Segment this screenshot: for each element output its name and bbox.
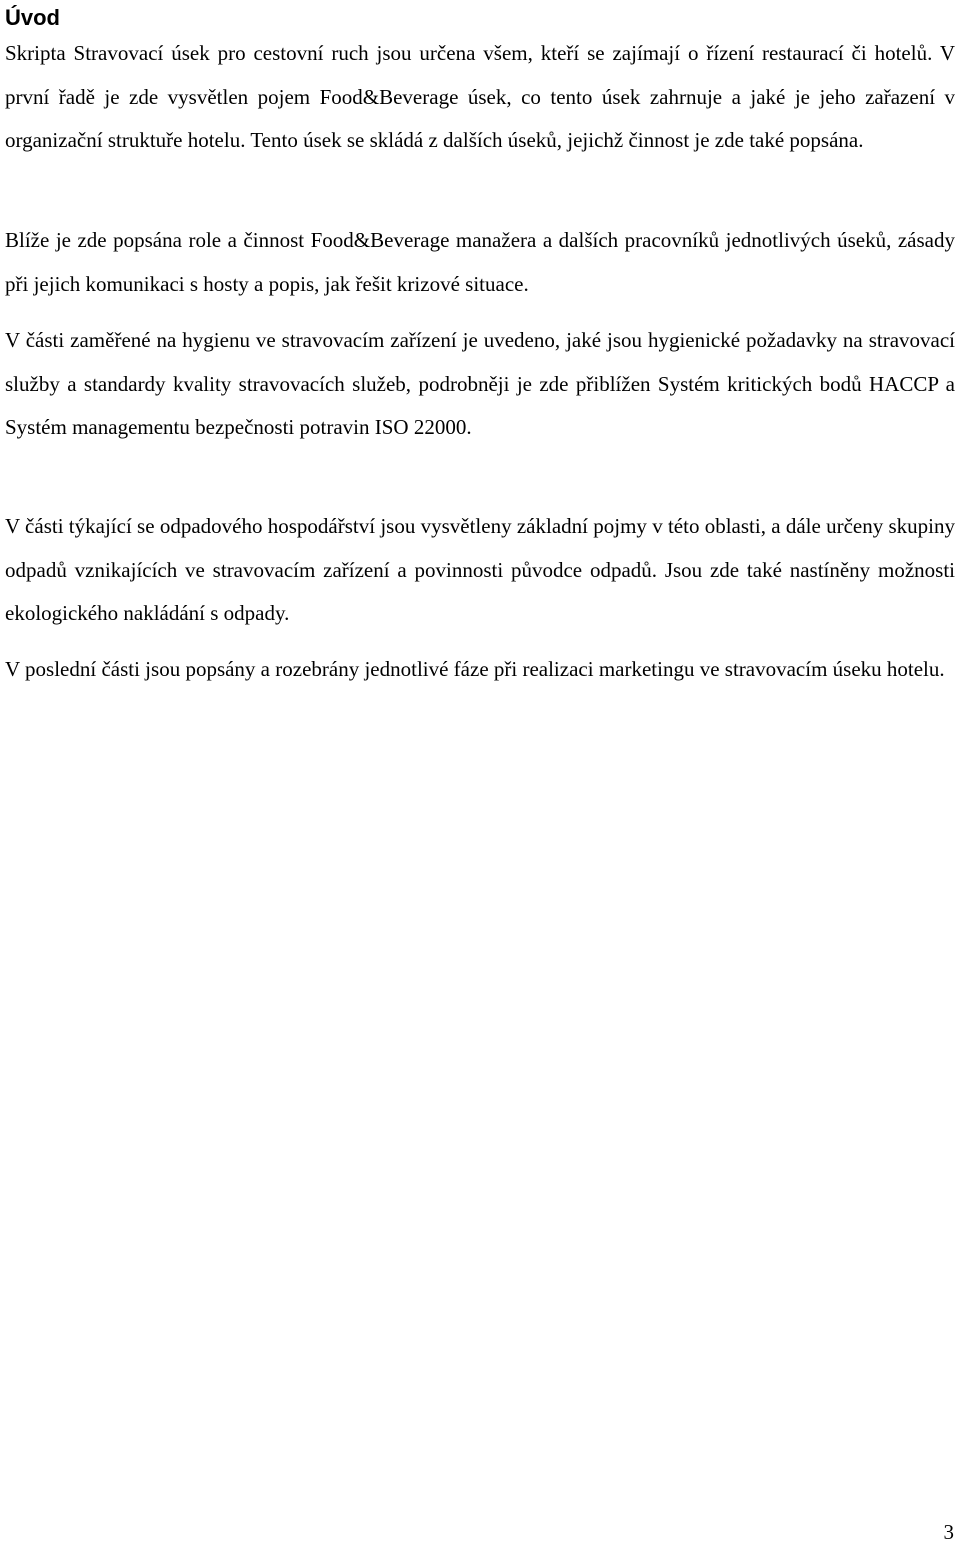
paragraph-intro: Skripta Stravovací úsek pro cestovní ruch jsou určena všem, kteří se zajímají o řízení restaurací či hotelů. V první řadě je zde vysvětlen pojem Food&Beverage úsek, co tento úsek zahrnuje a jaké je jeho zařazení v organizační struktuře hotelu. Tento úsek se skládá z dalších úseků, jejichž činnost je zde také popsána. xyxy=(5,41,955,153)
paragraph-marketing: V poslední části jsou popsány a rozebrány jednotlivé fáze při realizaci marketingu ve stravovacím úseku hotelu. xyxy=(5,657,945,681)
section-heading: Úvod xyxy=(5,5,60,30)
paragraph-waste: V části týkající se odpadového hospodářství jsou vysvětleny základní pojmy v této oblasti, a dále určeny skupiny odpadů vznikajících ve stravovacím zařízení a povinnosti původce odpadů. Jsou zde také nastíněny možnosti ekologického nakládání s odpady. xyxy=(5,514,955,626)
page-number: 3 xyxy=(943,1520,954,1544)
paragraph-hygiene: V části zaměřené na hygienu ve stravovacím zařízení je uvedeno, jaké jsou hygienické požadavky na stravovací služby a standardy kvality stravovacích služeb, podrobněji je zde přiblížen Systém kritických bodů HACCP a Systém managementu bezpečnosti potravin ISO 22000. xyxy=(5,328,955,440)
paragraph-manager-role: Blíže je zde popsána role a činnost Food&Beverage manažera a dalších pracovníků jednotlivých úseků, zásady při jejich komunikaci s hosty a popis, jak řešit krizové situace. xyxy=(5,228,955,296)
